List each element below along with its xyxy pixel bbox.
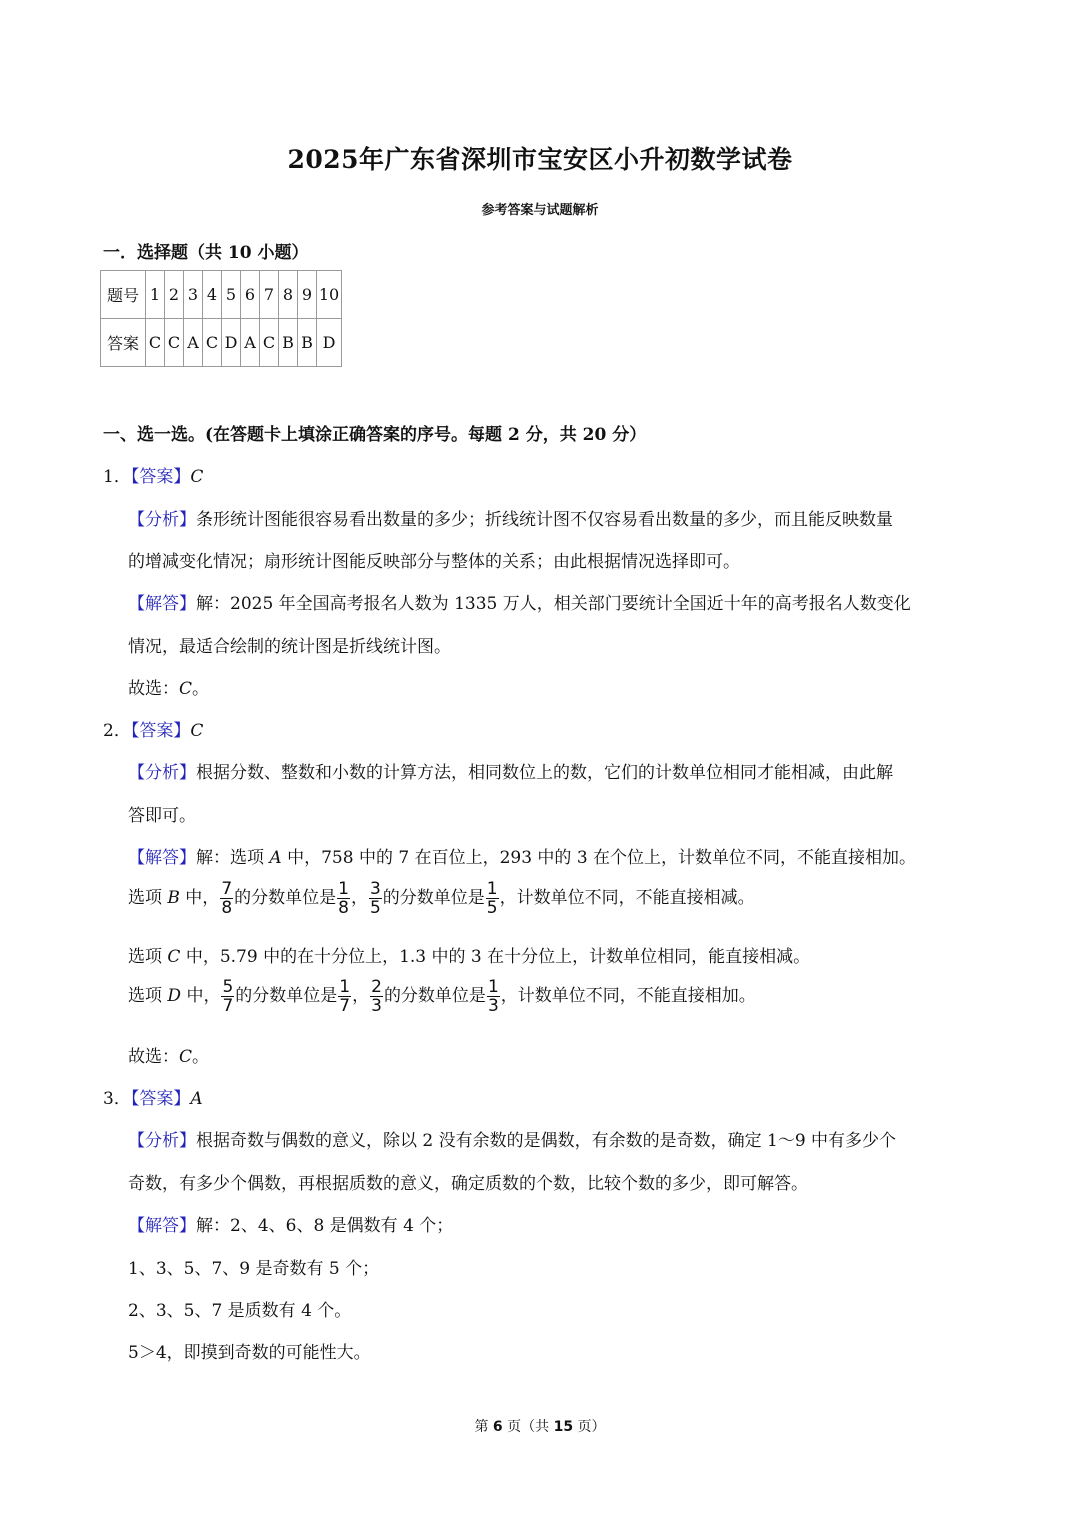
solution-text: 选项 xyxy=(128,947,168,967)
q1-analysis-line xyxy=(128,505,893,530)
solution-text: 的分数单位是 xyxy=(234,888,337,908)
q3-analysis-line xyxy=(128,1126,896,1151)
table-cell: 4 xyxy=(203,271,222,319)
table-cell: C xyxy=(146,319,165,367)
answer-tag: 【答案】 xyxy=(130,721,191,741)
solution-text: 解：2、4、6、8 是偶数有 4 个； xyxy=(196,1216,454,1236)
q3-solution-line-3: 2、3、5、7 是质数有 4 个。 xyxy=(128,1301,352,1321)
answer-tag: 【答案】 xyxy=(130,1089,191,1109)
q2-answer-line xyxy=(103,716,203,741)
table-cell: 6 xyxy=(241,271,260,319)
q3-solution-line-4: 5＞4，即摸到奇数的可能性大。 xyxy=(128,1343,371,1363)
table-cell: 9 xyxy=(298,271,317,319)
numerator: 1 xyxy=(487,977,499,997)
page-title: 2025年广东省深圳市宝安区小升初数学试卷 xyxy=(287,145,793,174)
table-row-label: 题号 xyxy=(101,271,146,319)
q3-solution-line-2: 1、3、5、7、9 是奇数有 5 个； xyxy=(128,1259,380,1279)
q2-choose-line xyxy=(128,1042,209,1067)
table-cell: C xyxy=(260,319,279,367)
answer-table xyxy=(100,270,342,367)
section1-heading: 一．选择题（共 10 小题） xyxy=(103,243,309,263)
q2-solution-line-a xyxy=(128,843,916,868)
solution-text: 解：选项 xyxy=(196,848,270,868)
table-cell: 3 xyxy=(184,271,203,319)
section2-heading: 一、选一选。(在答题卡上填涂正确答案的序号。每题 2 分，共 20 分） xyxy=(103,425,647,445)
solution-text: 中， xyxy=(181,986,221,1006)
footer-text: 第 xyxy=(474,1419,493,1435)
question-number: 3． xyxy=(103,1089,131,1109)
q1-choose-line xyxy=(128,674,209,699)
fraction xyxy=(369,880,382,917)
solution-text: 中，758 中的 7 在百位上，293 中的 3 在个位上，计数单位不同，不能直接相加。 xyxy=(281,848,917,868)
solution-tag: 【解答】 xyxy=(128,848,196,868)
q2-solution-line-c xyxy=(128,942,810,967)
question-number: 2． xyxy=(103,721,131,741)
q2-solution-line-d xyxy=(128,978,756,1015)
denominator: 5 xyxy=(486,898,498,918)
footer-text: 页） xyxy=(573,1419,606,1435)
numerator: 2 xyxy=(371,977,382,997)
table-cell: D xyxy=(317,319,342,367)
table-cell: 7 xyxy=(260,271,279,319)
denominator: 7 xyxy=(339,996,351,1016)
table-cell: 10 xyxy=(317,271,342,319)
solution-text: 解：2025 年全国高考报名人数为 1335 万人，相关部门要统计全国近十年的高考报名人数变化 xyxy=(196,594,911,614)
denominator: 8 xyxy=(221,898,233,918)
table-row-answers xyxy=(101,319,342,367)
table-cell: A xyxy=(241,319,260,367)
q3-analysis-line-2: 奇数，有多少个偶数，再根据质数的意义，确定质数的个数，比较个数的多少，即可解答。 xyxy=(128,1174,808,1194)
solution-text: ，计数单位不同，不能直接相减。 xyxy=(499,888,755,908)
solution-tag: 【解答】 xyxy=(128,594,196,614)
denominator: 7 xyxy=(222,996,234,1016)
numerator: 7 xyxy=(221,879,233,899)
fraction xyxy=(337,880,350,917)
solution-tag: 【解答】 xyxy=(128,1216,196,1236)
q1-analysis-line-2: 的增减变化情况；扇形统计图能反映部分与整体的关系；由此根据情况选择即可。 xyxy=(128,552,740,572)
table-cell: 5 xyxy=(222,271,241,319)
numerator: 1 xyxy=(338,879,349,899)
option-letter: A xyxy=(269,848,282,868)
table-row-numbers xyxy=(101,271,342,319)
question-number: 1． xyxy=(103,467,131,487)
footer-text: 页（共 xyxy=(502,1419,554,1435)
numerator: 5 xyxy=(222,977,234,997)
numerator: 1 xyxy=(339,977,351,997)
option-letter: B xyxy=(167,888,180,908)
page-number: 6 xyxy=(492,1419,503,1435)
denominator: 3 xyxy=(487,996,499,1016)
fraction xyxy=(486,880,499,917)
table-cell: 8 xyxy=(279,271,298,319)
analysis-tag: 【分析】 xyxy=(128,763,196,783)
page-footer xyxy=(0,1416,1080,1436)
q2-analysis-line-2: 答即可。 xyxy=(128,806,196,826)
choose-prefix: 故选： xyxy=(128,679,179,699)
answer-value: A xyxy=(190,1089,203,1109)
fraction xyxy=(221,978,234,1015)
fraction xyxy=(370,978,383,1015)
analysis-tag: 【分析】 xyxy=(128,1131,196,1151)
solution-text: 的分数单位是 xyxy=(235,986,338,1006)
table-cell: D xyxy=(222,319,241,367)
q2-analysis-line xyxy=(128,758,893,783)
choose-prefix: 故选： xyxy=(128,1047,179,1067)
option-letter: D xyxy=(167,986,182,1006)
table-cell: C xyxy=(203,319,222,367)
q1-solution-line-2: 情况，最适合绘制的统计图是折线统计图。 xyxy=(128,637,451,657)
choose-suffix: 。 xyxy=(192,1047,210,1067)
choose-suffix: 。 xyxy=(192,679,210,699)
choose-letter: C xyxy=(179,1047,193,1067)
denominator: 3 xyxy=(371,996,382,1016)
analysis-tag: 【分析】 xyxy=(128,510,196,530)
table-row-label: 答案 xyxy=(101,319,146,367)
analysis-text: 根据奇数与偶数的意义，除以 2 没有余数的是偶数，有余数的是奇数，确定 1～9 中有多少个 xyxy=(196,1131,897,1151)
solution-text: 中， xyxy=(179,888,220,908)
numerator: 3 xyxy=(369,879,381,899)
solution-text: ， xyxy=(350,888,368,908)
table-cell: C xyxy=(165,319,184,367)
q3-solution-line xyxy=(128,1211,453,1236)
table-cell: A xyxy=(184,319,203,367)
answer-value: C xyxy=(190,721,204,741)
page-subtitle: 参考答案与试题解析 xyxy=(481,203,599,218)
q2-solution-line-b xyxy=(128,880,755,917)
solution-text: ， xyxy=(352,986,370,1006)
fraction xyxy=(487,978,500,1015)
solution-text: 中，5.79 中的在十分位上，1.3 中的 3 在十分位上，计数单位相同，能直接相减。 xyxy=(180,947,811,967)
denominator: 8 xyxy=(338,898,349,918)
page-total: 15 xyxy=(553,1419,574,1435)
numerator: 1 xyxy=(486,879,498,899)
analysis-text: 根据分数、整数和小数的计算方法，相同数位上的数，它们的计数单位相同才能相减，由此解 xyxy=(196,763,893,783)
table-cell: 1 xyxy=(146,271,165,319)
analysis-text: 条形统计图能很容易看出数量的多少；折线统计图不仅容易看出数量的多少，而且能反映数量 xyxy=(196,510,893,530)
fraction xyxy=(338,978,351,1015)
q1-answer-line xyxy=(103,462,203,487)
table-cell: B xyxy=(279,319,298,367)
solution-text: 的分数单位是 xyxy=(382,888,485,908)
fraction xyxy=(220,880,233,917)
answer-value: C xyxy=(190,467,204,487)
solution-text: 选项 xyxy=(128,986,168,1006)
solution-text: 选项 xyxy=(128,888,168,908)
q3-answer-line xyxy=(103,1084,203,1109)
table-cell: B xyxy=(298,319,317,367)
solution-text: 的分数单位是 xyxy=(383,986,486,1006)
choose-letter: C xyxy=(179,679,193,699)
solution-text: ，计数单位不同，不能直接相加。 xyxy=(500,986,756,1006)
answer-tag: 【答案】 xyxy=(130,467,191,487)
option-letter: C xyxy=(167,947,181,967)
denominator: 5 xyxy=(369,898,381,918)
q1-solution-line xyxy=(128,589,911,614)
table-cell: 2 xyxy=(165,271,184,319)
